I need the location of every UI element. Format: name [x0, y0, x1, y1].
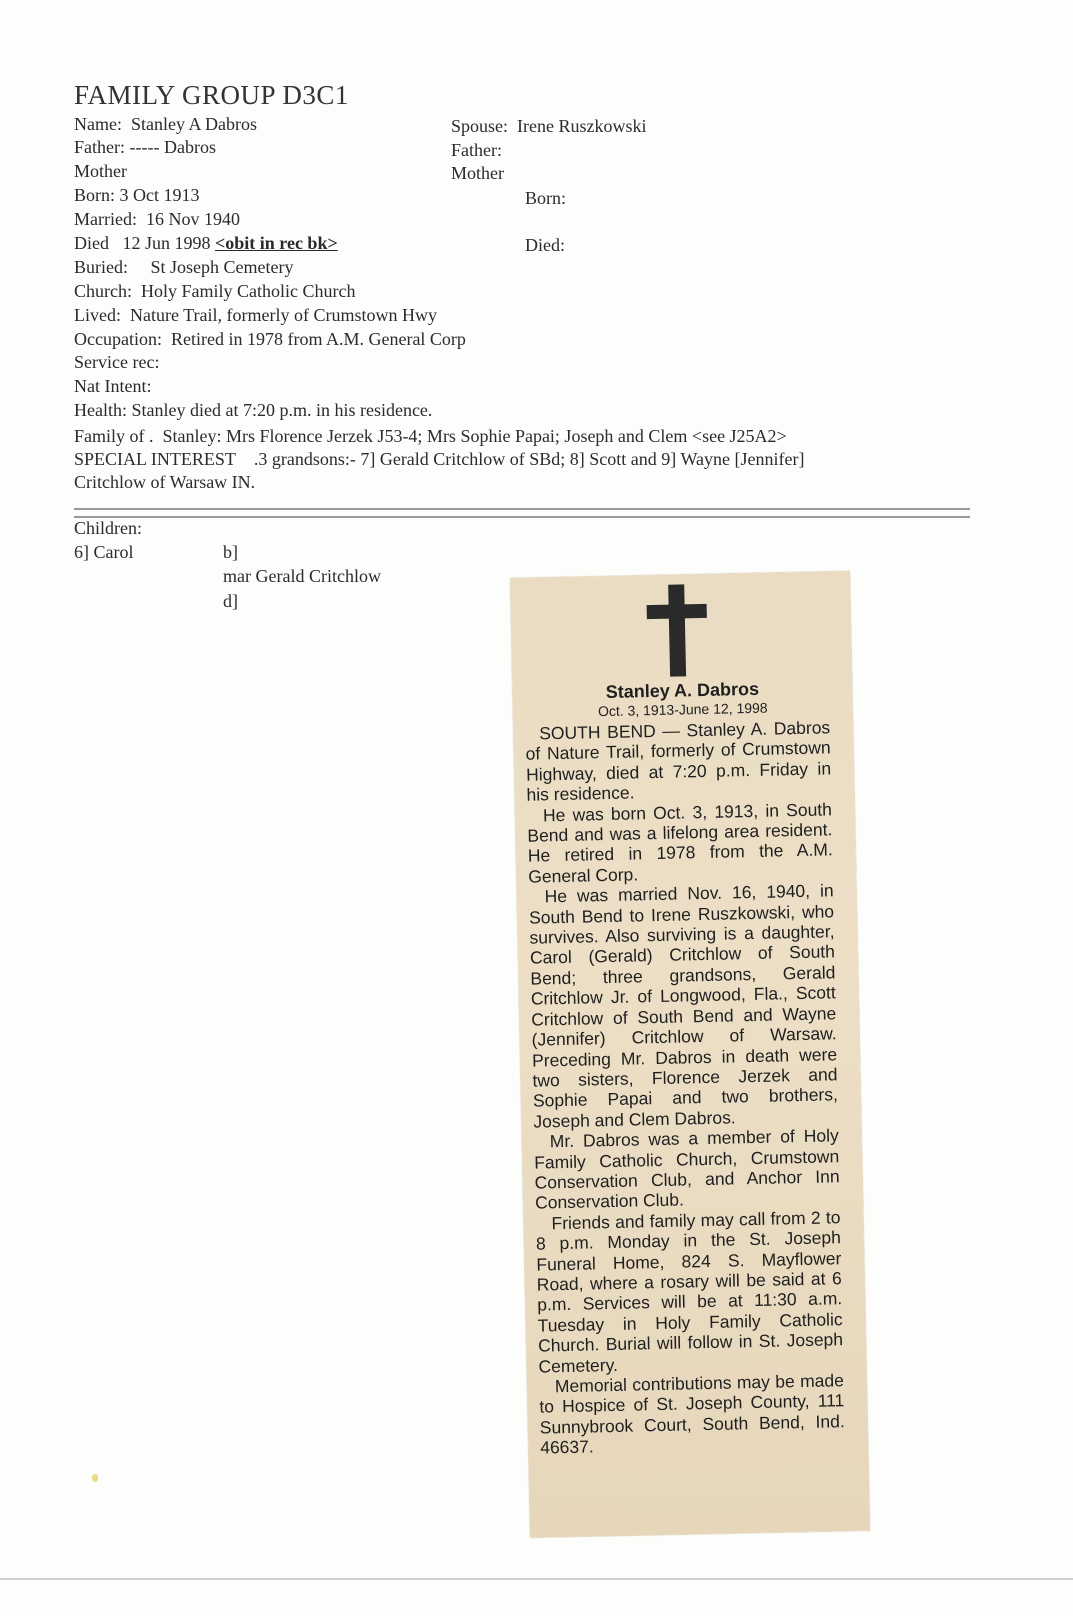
- died-label: Died: [74, 233, 109, 253]
- married-value: 16 Nov 1940: [145, 209, 240, 229]
- family-value: Stanley: Mrs Florence Jerzek J53-4; Mrs Sophie Papai; Joseph and Clem <see J25A2>: [162, 426, 787, 446]
- buried-row: [74, 255, 293, 279]
- lived-row: [74, 303, 437, 327]
- occupation-label: Occupation:: [74, 329, 162, 349]
- father-value: ----- Dabros: [129, 137, 216, 157]
- lived-value: Nature Trail, formerly of Crumstown Hwy: [130, 305, 437, 325]
- buried-value: St Joseph Cemetery: [150, 257, 294, 277]
- child-married: mar Gerald Critchlow: [223, 566, 381, 586]
- obituary-paragraph: Memorial contributions may be made to Hospice of St. Joseph County, 111 Sunnybrook Court, South Bend, Ind. 46637.: [539, 1370, 845, 1458]
- page-title: FAMILY GROUP D3C1: [74, 80, 349, 110]
- married-label: Married:: [74, 209, 137, 229]
- obituary-paragraph: He was born Oct. 3, 1913, in South Bend and was a lifelong area resident. He retired in 1978 from the A.M. General Corp.: [527, 798, 833, 887]
- born-row: [74, 183, 200, 207]
- father-row: [74, 135, 216, 159]
- spouse-row: [451, 114, 647, 138]
- mother-label: Mother: [74, 161, 127, 181]
- obituary-name: Stanley A. Dabros: [605, 678, 760, 703]
- spouse-label: Spouse:: [451, 116, 509, 136]
- page-bottom-edge: [0, 1578, 1073, 1580]
- name-label: Name:: [74, 114, 122, 134]
- lived-label: Lived:: [74, 305, 121, 325]
- natintent-label: Nat Intent:: [74, 376, 152, 396]
- section-divider: [74, 508, 970, 518]
- father-label: Father:: [74, 137, 125, 157]
- church-value: Holy Family Catholic Church: [141, 281, 356, 301]
- church-row: [74, 279, 355, 303]
- died-row: [74, 231, 338, 255]
- obituary-paragraph: He was married Nov. 16, 1940, in South Bend to Irene Ruszkowski, who survives. Also surviving is a daughter, Carol (Gerald) Critchlow of South Bend; three grandsons, Gerald Critchlow Jr. of Longwood, Fla., Scott Critchlow of South Bend and Wayne (Jennifer) Critchlow of Warsaw. Preceding Mr. Dabros in death were two sisters, Florence Jerzek and Sophie Papai and two brothers, Joseph and Clem Dabros.: [528, 880, 839, 1132]
- obit-link[interactable]: <obit in rec bk>: [215, 233, 338, 253]
- child-name: 6] Carol: [74, 542, 134, 562]
- spouse-born-label: Born:: [525, 188, 567, 208]
- occupation-row: [74, 327, 466, 351]
- born-value: 3 Oct 1913: [119, 185, 200, 205]
- special-value: .3 grandsons:- 7] Gerald Critchlow of SBd; 8] Scott and 9] Wayne [Jennifer]: [253, 449, 805, 469]
- obituary-body: [525, 717, 845, 1458]
- church-label: Church:: [74, 281, 132, 301]
- special-continuation: Critchlow of Warsaw IN.: [74, 472, 256, 492]
- health-value: Stanley died at 7:20 p.m. in his residence.: [131, 400, 433, 420]
- obituary-paragraph: Friends and family may call from 2 to 8 p.m. Monday in the St. Joseph Funeral Home, 824 S. Mayflower Road, where a rosary will be said at 6 p.m. Services will be at 11:30 a.m. Tuesday in Holy Family Catholic Church. Burial will follow in St. Joseph Cemetery.: [535, 1206, 844, 1377]
- obituary-dates: Oct. 3, 1913-June 12, 1998: [597, 699, 768, 720]
- spouse-mother-label: Mother: [451, 163, 504, 183]
- children-label: Children:: [74, 518, 142, 538]
- buried-label: Buried:: [74, 257, 128, 277]
- health-label: Health:: [74, 400, 127, 420]
- died-value: 12 Jun 1998: [122, 233, 211, 253]
- family-row: [74, 424, 787, 448]
- obituary-paragraph: SOUTH BEND — Stanley A. Dabros of Nature Trail, formerly of Crumstown Highway, died at 7:20 p.m. Friday in his residence.: [525, 717, 832, 805]
- child-born: b]: [223, 542, 238, 562]
- service-label: Service rec:: [74, 352, 160, 372]
- family-label: Family of .: [74, 426, 154, 446]
- obituary-paragraph: Mr. Dabros was a member of Holy Family Catholic Church, Crumstown Conservation Club, and Anchor Inn Conservation Club.: [534, 1125, 840, 1213]
- spouse-father-label: Father:: [451, 140, 502, 160]
- name-row: [74, 112, 257, 136]
- occupation-value: Retired in 1978 from A.M. General Corp: [170, 329, 466, 349]
- health-row: [74, 398, 432, 422]
- scan-speck: [92, 1474, 98, 1482]
- special-label: SPECIAL INTEREST: [74, 449, 236, 469]
- born-label: Born:: [74, 185, 116, 205]
- child-died: d]: [223, 591, 238, 611]
- married-row: [74, 207, 240, 231]
- spouse-died-label: Died:: [525, 235, 565, 255]
- name-value: Stanley A Dabros: [130, 114, 257, 134]
- spouse-value: Irene Ruszkowski: [517, 116, 647, 136]
- special-row: [74, 447, 804, 471]
- obituary-clipping: [510, 571, 870, 1538]
- cross-icon: [510, 571, 850, 578]
